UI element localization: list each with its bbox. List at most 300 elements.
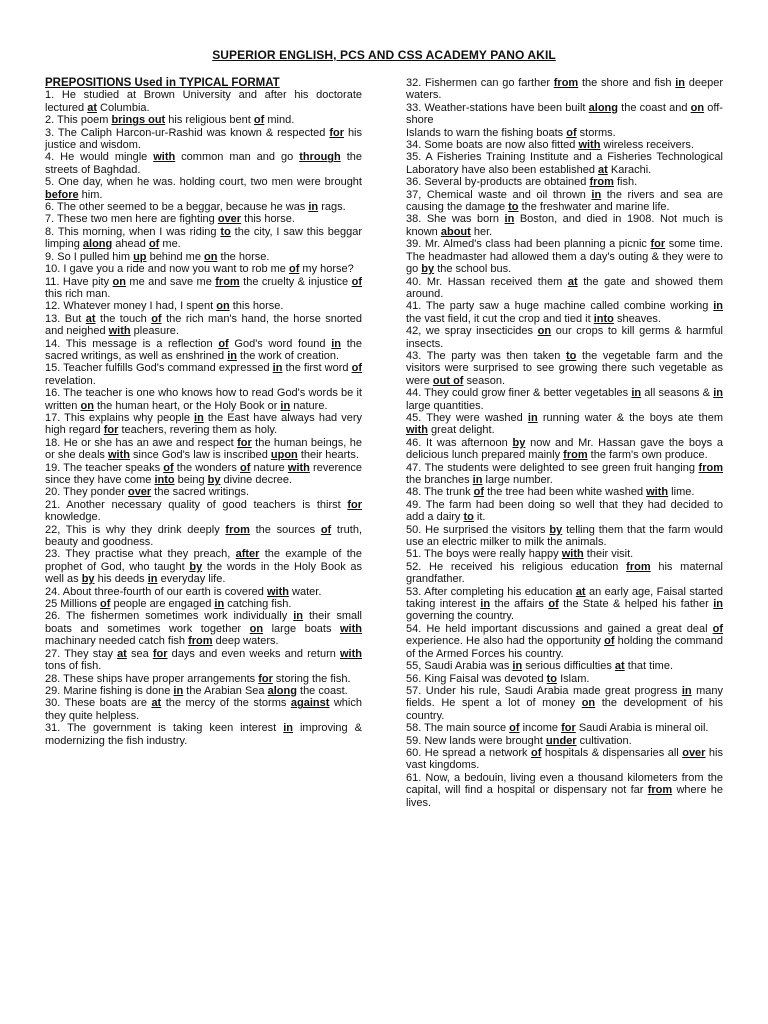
preposition-highlight: in — [713, 300, 723, 313]
item-text: 53. After completing his education — [406, 585, 576, 598]
item-text: Islands to warn the fishing boats — [406, 126, 567, 139]
item-text: large quantities. — [406, 399, 484, 412]
item-text: the East have always had very high regard — [45, 411, 363, 437]
item-text: experience. He also had the opportunity — [406, 635, 605, 648]
preposition-highlight: in — [214, 598, 225, 611]
preposition-highlight: of — [712, 622, 723, 635]
list-item — [406, 660, 723, 672]
list-item — [406, 213, 723, 238]
item-text: 56. King Faisal was devoted — [406, 672, 547, 685]
preposition-highlight: of — [320, 523, 332, 536]
preposition-highlight: from — [698, 461, 723, 474]
item-text: the sacred writings. — [151, 486, 250, 499]
list-item — [45, 499, 362, 524]
item-text: teachers, revering them as holy. — [118, 424, 278, 437]
preposition-highlight: from — [563, 449, 588, 462]
item-text: 26. The fishermen sometimes work individually — [45, 610, 294, 623]
preposition-highlight: in — [272, 362, 283, 375]
right-column — [406, 77, 723, 809]
preposition-highlight: over — [127, 486, 152, 499]
item-text: 15. Teacher fulfills God's command expressed — [45, 362, 273, 375]
preposition-highlight: by — [512, 436, 526, 449]
item-text: 7. These two men here are fighting — [45, 213, 218, 226]
preposition-highlight: with — [266, 585, 289, 598]
list-item — [45, 610, 362, 647]
item-text: 36. Several by-products are obtained — [406, 176, 590, 189]
item-text: revelation. — [45, 374, 96, 387]
preposition-highlight: of — [151, 312, 162, 325]
item-text: 34. Some boats are now also fitted — [406, 139, 579, 152]
preposition-highlight: from — [553, 77, 579, 89]
preposition-highlight: with — [561, 548, 584, 561]
item-text: 47. The students were delighted to see green fruit hanging — [406, 461, 699, 474]
list-item — [406, 412, 723, 437]
item-text: storms. — [576, 126, 616, 139]
preposition-highlight: in — [631, 387, 642, 400]
preposition-highlight: out of — [432, 374, 464, 387]
item-text: the mercy of the storms — [161, 697, 291, 710]
item-text: lime. — [668, 486, 695, 499]
list-item — [406, 139, 723, 151]
item-text: all seasons & — [641, 387, 714, 400]
list-item — [45, 213, 362, 225]
preposition-highlight: over — [217, 213, 242, 226]
item-text: this horse. — [241, 213, 295, 226]
item-text: the coast and — [617, 101, 691, 114]
item-text: since God's law is inscribed — [129, 449, 271, 462]
item-text: rags. — [318, 201, 346, 214]
item-text: pleasure. — [130, 325, 179, 338]
item-text: the city, I saw this beggar limping — [45, 225, 363, 251]
item-text: deeper waters. — [406, 77, 723, 102]
preposition-highlight: in — [512, 660, 523, 673]
item-text: the example of the prophet of God, who taught — [45, 548, 362, 573]
preposition-highlight: in — [194, 411, 204, 424]
item-text: 3. The Caliph Harcon-ur-Rashid was known & respected — [45, 126, 330, 139]
item-text: 37, Chemical waste and oil thrown — [406, 188, 592, 201]
item-text: hospitals & dispensaries all — [541, 746, 683, 759]
item-text: 17. This explains why people — [45, 411, 195, 424]
item-text: the shore and fish — [578, 77, 676, 89]
item-text: the vegetable farm and the visitors were surprised to see growing there such vegetable as were — [406, 349, 723, 387]
preposition-highlight: of — [604, 635, 615, 648]
list-item — [406, 499, 723, 524]
item-text: that time. — [624, 660, 673, 673]
preposition-highlight: on — [216, 300, 230, 313]
item-text: 10. I gave you a ride and now you want to rob me — [45, 263, 289, 276]
item-text: season. — [463, 374, 506, 387]
preposition-highlight: with — [578, 139, 601, 152]
item-text: 9. So I pulled him — [45, 250, 134, 263]
preposition-highlight: through — [299, 151, 341, 164]
preposition-highlight: for — [650, 238, 666, 251]
item-text: cultivation. — [576, 734, 632, 747]
list-item — [406, 623, 723, 660]
list-item — [406, 151, 723, 176]
item-text: nature. — [290, 399, 328, 412]
preposition-highlight: over — [682, 746, 706, 759]
item-text: 57. Under his rule, Saudi Arabia made great progress — [406, 684, 682, 697]
preposition-highlight: on — [581, 697, 596, 710]
preposition-highlight: of — [473, 486, 485, 499]
preposition-highlight: with — [406, 424, 428, 437]
preposition-highlight: of — [288, 263, 300, 276]
item-text: the rich man's hand, the horse snorted and neighed — [45, 312, 362, 338]
item-text: 2. This poem — [45, 114, 112, 127]
item-text: his justice and wisdom. — [45, 126, 363, 152]
item-text: 21. Another necessary quality of good teachers is thirst — [45, 498, 348, 511]
list-item — [45, 387, 362, 412]
item-text: 49. The farm had been doing so well that they had decided to add a dairy — [406, 498, 723, 524]
item-text: governing the country. — [406, 610, 515, 623]
item-text: 35. A Fisheries Training Institute and a Fisheries Technological Laboratory have also been established — [406, 151, 723, 176]
page-title: SUPERIOR ENGLISH, PCS AND CSS ACADEMY PANO AKIL — [212, 48, 556, 62]
preposition-highlight: at — [598, 163, 608, 176]
preposition-highlight: brings out — [111, 114, 166, 127]
item-text: the work of creation. — [236, 349, 340, 362]
preposition-highlight: with — [107, 449, 130, 462]
preposition-highlight: on — [249, 622, 264, 635]
item-text: 60. He spread a network — [406, 746, 531, 759]
section-heading: PREPOSITIONS Used in TYPICAL FORMAT — [45, 77, 280, 89]
preposition-highlight: in — [591, 188, 602, 201]
list-item — [45, 524, 362, 549]
item-text: 19. The teacher speaks — [45, 461, 164, 474]
item-text: income — [519, 722, 562, 735]
item-text: 29. Marine fishing is done — [45, 684, 174, 697]
item-text: his deeds — [94, 573, 148, 586]
item-text: the cruelty & injustice — [239, 275, 352, 288]
list-item — [45, 89, 362, 114]
item-text: fish. — [613, 176, 638, 189]
item-text: his vast kingdoms. — [406, 746, 723, 772]
list-item — [406, 102, 723, 127]
preposition-highlight: to — [463, 511, 474, 524]
item-text: large boats — [263, 622, 340, 635]
list-item — [406, 772, 723, 809]
preposition-highlight: by — [81, 573, 95, 586]
item-text: 44. They could grow finer & better vegetables — [406, 387, 632, 400]
list-item — [45, 338, 362, 363]
preposition-highlight: in — [681, 684, 692, 697]
item-text: 33. Weather-stations have been built — [406, 101, 589, 114]
list-item — [45, 462, 362, 487]
item-text: 42, we spray insecticides — [406, 325, 538, 338]
list-item — [406, 722, 723, 734]
item-text: the human beings, he or she deals — [45, 436, 362, 462]
preposition-highlight: with — [108, 325, 131, 338]
list-item — [406, 276, 723, 301]
preposition-highlight: on — [537, 325, 552, 338]
preposition-highlight: at — [567, 275, 578, 288]
item-text: 40. Mr. Hassan received them — [406, 275, 568, 288]
item-text: me. — [159, 238, 181, 251]
preposition-highlight: for — [103, 424, 119, 437]
list-item — [45, 276, 362, 301]
list-item — [406, 685, 723, 722]
item-text: the rivers and sea are causing the damage — [406, 188, 724, 214]
item-text: this rich man. — [45, 287, 111, 300]
preposition-highlight: of — [163, 461, 174, 474]
preposition-highlight: against — [290, 697, 330, 710]
preposition-highlight: in — [675, 77, 685, 89]
item-text: it. — [473, 511, 486, 524]
preposition-highlight: about — [440, 225, 471, 238]
item-text: their hearts. — [297, 449, 359, 462]
list-item — [45, 127, 362, 152]
list-item — [45, 685, 362, 697]
item-text: being — [174, 474, 208, 486]
item-text: 16. The teacher is one who knows how to read God's words be it written — [45, 387, 362, 412]
list-item — [406, 77, 723, 102]
item-text: 61. Now, a bedouin, living even a thousand kilometers from the capital, will find a hospital or dispensary not far — [406, 771, 723, 797]
item-text: holding the command of the Armed Forces his country. — [406, 635, 723, 660]
item-text: the coast. — [296, 684, 348, 697]
item-text: the horse. — [217, 250, 270, 263]
item-text: the streets of Baghdad. — [45, 151, 362, 176]
item-text: nature — [250, 461, 288, 474]
preposition-highlight: of — [530, 746, 542, 759]
item-text: the human heart, or the Holy Book or — [93, 399, 281, 412]
preposition-highlight: from — [626, 560, 651, 573]
item-text: 18. He or she has an awe and respect — [45, 436, 238, 449]
list-item — [406, 524, 723, 549]
preposition-highlight: at — [85, 312, 96, 325]
preposition-highlight: along — [82, 238, 113, 251]
item-text: some time. The headmaster had allowed them a day's outing & they were to go — [406, 238, 723, 276]
item-text: mind. — [264, 114, 295, 127]
list-item — [45, 226, 362, 251]
preposition-highlight: to — [508, 201, 519, 214]
item-text: catching fish. — [224, 598, 292, 611]
item-text: deep waters. — [212, 635, 279, 648]
item-text: divine decree. — [220, 474, 293, 486]
item-text: common man and go — [175, 151, 300, 164]
preposition-highlight: of — [239, 461, 251, 474]
list-item — [406, 176, 723, 188]
item-text: off-shore — [406, 101, 723, 127]
preposition-highlight: to — [220, 225, 231, 238]
list-item — [45, 486, 362, 498]
list-item — [45, 412, 362, 437]
item-text: telling them that the farm would use an electric milker to milk the animals. — [406, 523, 724, 549]
preposition-highlight: with — [340, 622, 362, 635]
item-text: 32. Fishermen can go farther — [406, 77, 554, 89]
item-text: 50. He surprised the visitors — [406, 523, 550, 536]
list-item — [406, 586, 723, 623]
item-text: 6. The other seemed to be a beggar, because he was — [45, 201, 309, 214]
preposition-highlight: in — [480, 598, 491, 611]
list-item — [45, 598, 362, 610]
item-text: her. — [470, 225, 493, 238]
item-text: where he lives. — [406, 784, 723, 809]
item-text: knowledge. — [45, 511, 101, 524]
preposition-highlight: from — [188, 635, 213, 648]
item-text: 45. They were washed — [406, 411, 528, 424]
item-text: truth, beauty and goodness. — [45, 523, 362, 549]
item-text: storing the fish. — [272, 672, 351, 685]
preposition-highlight: by — [189, 560, 203, 573]
item-text: him. — [78, 188, 103, 201]
item-text: an early age, Faisal started taking interest — [406, 585, 723, 611]
list-item — [45, 263, 362, 275]
list-item — [406, 325, 723, 350]
preposition-highlight: of — [351, 362, 362, 375]
preposition-highlight: for — [347, 498, 362, 511]
list-item — [45, 548, 362, 585]
item-text: everyday life. — [157, 573, 226, 586]
preposition-highlight: in — [283, 722, 293, 735]
list-item — [45, 648, 362, 673]
item-text: this horse. — [229, 300, 284, 313]
list-item — [45, 251, 362, 263]
list-item — [45, 437, 362, 462]
preposition-highlight: in — [173, 684, 184, 697]
item-text: the affairs — [490, 598, 549, 611]
left-item-list — [45, 89, 362, 747]
item-text: large number. — [482, 474, 553, 486]
item-text: machinary needed catch fish — [45, 635, 189, 648]
item-text: the farm's own produce. — [587, 449, 708, 462]
list-item — [406, 747, 723, 772]
item-text: 59. New lands were brought — [406, 734, 547, 747]
preposition-highlight: in — [331, 337, 342, 350]
item-text: 20. They ponder — [45, 486, 128, 499]
left-column — [45, 77, 362, 747]
preposition-highlight: on — [112, 275, 126, 288]
preposition-highlight: with — [646, 486, 669, 499]
item-text: now and Mr. Hassan gave the boys a delicious lunch prepared mainly — [406, 436, 723, 462]
item-text: 55, Saudi Arabia was — [406, 660, 513, 673]
item-text: Columbia. — [96, 101, 150, 114]
list-item — [45, 300, 362, 312]
preposition-highlight: upon — [270, 449, 298, 462]
item-text: many fields. He spent a lot of money — [406, 684, 723, 710]
item-text: 41. The party saw a huge machine called combine working — [406, 300, 714, 313]
item-text: the first word — [282, 362, 352, 375]
preposition-highlight: in — [713, 598, 723, 611]
item-text: behind me — [146, 250, 204, 263]
list-item — [406, 561, 723, 586]
item-text: 14. This message is a reflection — [45, 337, 219, 350]
preposition-highlight: of — [566, 126, 577, 139]
item-text: the vast field, it cut the crop and tied it — [406, 312, 594, 325]
list-item — [406, 735, 723, 747]
item-text: 24. About three-fourth of our earth is covered — [45, 585, 267, 598]
item-text: Karachi. — [607, 163, 652, 176]
list-item — [406, 387, 723, 412]
item-text: the gate and showed them around. — [406, 275, 723, 300]
item-text: 54. He held important discussions and gained a great deal — [406, 622, 713, 635]
list-item — [45, 176, 362, 201]
preposition-highlight: along — [588, 101, 618, 114]
preposition-highlight: with — [287, 461, 310, 474]
preposition-highlight: of — [148, 238, 160, 251]
preposition-highlight: of — [509, 722, 520, 735]
list-item — [406, 189, 723, 214]
item-text: the development of his country. — [406, 697, 723, 722]
item-text: their small boats and sometimes work together — [45, 610, 362, 635]
item-text: running water & the boys ate them — [537, 411, 723, 424]
item-text: 51. The boys were really happy — [406, 548, 562, 561]
list-item — [406, 238, 723, 275]
preposition-highlight: at — [151, 697, 162, 710]
item-text: 39. Mr. Almed's class had been planning a picnic — [406, 238, 651, 251]
preposition-highlight: in — [504, 213, 515, 226]
preposition-highlight: at — [575, 585, 586, 598]
item-text: his religious bent — [165, 114, 254, 127]
list-item — [406, 462, 723, 487]
preposition-highlight: from — [589, 176, 614, 189]
item-text: Islam. — [557, 672, 590, 685]
preposition-highlight: from — [225, 523, 250, 536]
item-text: 43. The party was then taken — [406, 349, 566, 362]
list-item — [45, 201, 362, 213]
item-text: Boston, and died in 1908. Not much is known — [406, 213, 723, 238]
item-text: the freshwater and marine life. — [518, 201, 670, 214]
item-text: people are engaged — [110, 598, 215, 611]
list-item — [45, 697, 362, 722]
preposition-highlight: in — [472, 474, 483, 486]
item-text: 13. But — [45, 312, 86, 325]
preposition-highlight: up — [133, 250, 147, 263]
item-text: 22, This is why they drink deeply — [45, 523, 226, 536]
list-item — [45, 586, 362, 598]
list-item — [406, 673, 723, 685]
preposition-highlight: in — [527, 411, 538, 424]
item-text: the school bus. — [434, 263, 512, 276]
preposition-highlight: in — [713, 387, 723, 400]
preposition-highlight: at — [117, 647, 127, 660]
item-text: the State & helped his father — [558, 598, 714, 611]
preposition-highlight: with — [340, 647, 362, 660]
preposition-highlight: before — [45, 188, 79, 201]
item-text: 58. The main source — [406, 722, 510, 735]
item-text: the sacred writings, as well as enshrined — [45, 337, 362, 362]
item-text: 30. These boats are — [45, 697, 152, 710]
list-item — [406, 127, 723, 139]
preposition-highlight: with — [153, 151, 176, 164]
item-text: 25 Millions — [45, 598, 101, 611]
preposition-highlight: in — [147, 573, 158, 586]
preposition-highlight: by — [421, 263, 435, 276]
preposition-highlight: at — [87, 101, 97, 114]
preposition-highlight: of — [218, 337, 229, 350]
preposition-highlight: into — [154, 474, 175, 486]
preposition-highlight: of — [548, 598, 559, 611]
preposition-highlight: in — [227, 349, 237, 362]
item-text: the Arabian Sea — [183, 684, 268, 697]
item-text: wireless receivers. — [600, 139, 694, 152]
list-item — [406, 300, 723, 325]
item-text: which they quite helpless. — [45, 697, 362, 722]
item-text: serious difficulties — [522, 660, 615, 673]
item-text: 28. These ships have proper arrangements — [45, 672, 259, 685]
list-item — [45, 114, 362, 126]
item-text: Saudi Arabia is mineral oil. — [575, 722, 709, 735]
preposition-highlight: along — [267, 684, 297, 697]
preposition-highlight: to — [546, 672, 558, 685]
item-text: their visit. — [583, 548, 634, 561]
preposition-highlight: in — [308, 201, 319, 214]
item-text: tons of fish. — [45, 660, 102, 673]
item-text: great delight. — [428, 424, 495, 437]
item-text: sheaves. — [613, 312, 661, 325]
list-item — [406, 437, 723, 462]
item-text: the words in the Holy Book as well as — [45, 560, 362, 586]
item-text: God's word found — [228, 337, 332, 350]
list-item — [45, 362, 362, 387]
